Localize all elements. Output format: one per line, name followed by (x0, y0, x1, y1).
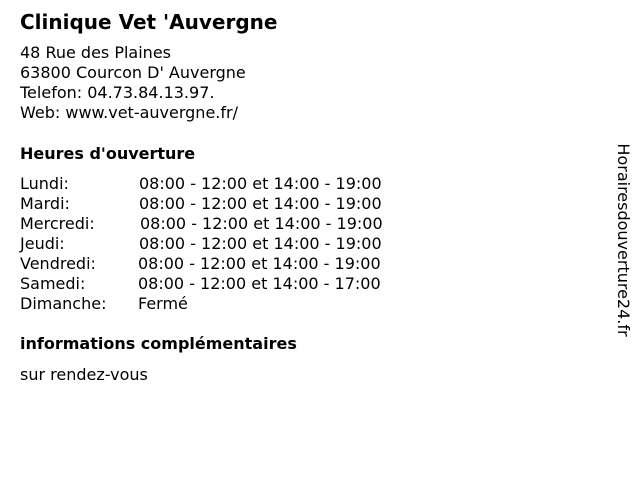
day-label: Lundi: (20, 174, 69, 193)
phone-number: Telefon: 04.73.84.13.97. (20, 83, 215, 102)
hours-row-thursday (20, 234, 383, 254)
opening-hours-heading: Heures d'ouverture (20, 144, 196, 163)
day-label: Mercredi: (20, 214, 95, 233)
clinic-title: Clinique Vet 'Auvergne (20, 10, 278, 34)
opening-hours-table (20, 174, 383, 314)
hours-row-monday (20, 174, 383, 194)
website: Web: www.vet-auvergne.fr/ (20, 103, 238, 122)
additional-info-heading: informations complémentaires (20, 334, 297, 353)
day-label: Jeudi: (20, 234, 65, 253)
time-range: 08:00 - 12:00 et 14:00 - 19:00 (139, 174, 382, 193)
hours-row-friday (20, 254, 383, 274)
day-label: Mardi: (20, 194, 70, 213)
hours-row-saturday (20, 274, 383, 294)
address-block (20, 43, 246, 123)
time-range: 08:00 - 12:00 et 14:00 - 19:00 (139, 234, 382, 253)
time-range: 08:00 - 12:00 et 14:00 - 19:00 (140, 214, 383, 233)
day-label: Samedi: (20, 274, 86, 293)
time-range: Fermé (138, 294, 188, 313)
address-city: 63800 Courcon D' Auvergne (20, 63, 246, 82)
day-label: Vendredi: (20, 254, 96, 273)
time-range: 08:00 - 12:00 et 14:00 - 19:00 (138, 254, 381, 273)
time-range: 08:00 - 12:00 et 14:00 - 17:00 (138, 274, 381, 293)
site-watermark: Horairesdouverture24.fr (614, 143, 633, 337)
address-street: 48 Rue des Plaines (20, 43, 171, 62)
time-range: 08:00 - 12:00 et 14:00 - 19:00 (139, 194, 382, 213)
day-label: Dimanche: (20, 294, 107, 313)
hours-row-wednesday (20, 214, 383, 234)
hours-row-tuesday (20, 194, 383, 214)
additional-info-text: sur rendez-vous (20, 365, 148, 384)
hours-row-sunday (20, 294, 383, 314)
